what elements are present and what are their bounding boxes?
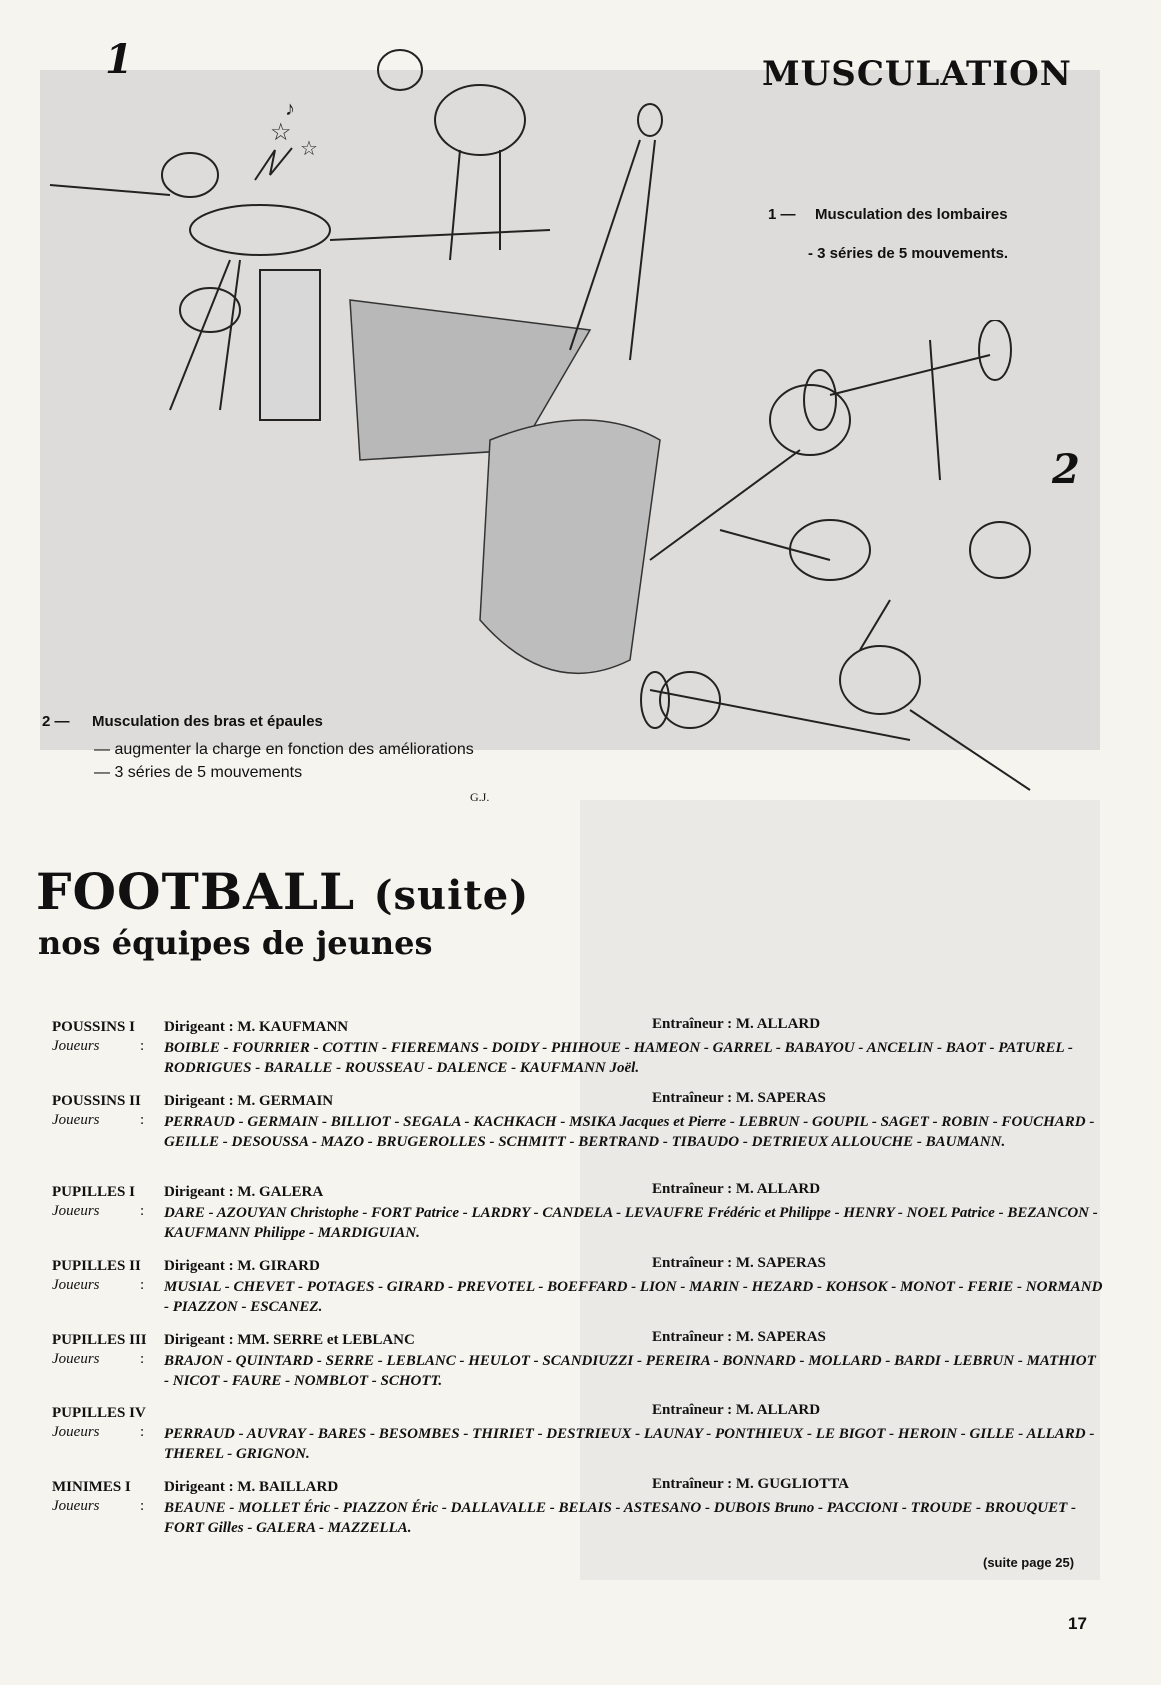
team-block [52,1476,1102,1539]
team-coach: Entraîneur : M. SAPERAS [652,1090,826,1106]
football-heading [36,862,529,921]
exercise-2-line-1: — augmenter la charge en fonction des améliorations [94,741,474,758]
exercise-2-line-2: — 3 séries de 5 mouvements [94,764,303,781]
signature: G.J. [470,790,490,804]
players-label: Joueurs [52,1203,100,1219]
team-director: Dirigeant : M. GALERA [164,1184,324,1200]
team-coach: Entraîneur : M. GUGLIOTTA [652,1476,849,1492]
exercise-1-detail: - 3 séries de 5 mouvements. [808,245,1009,262]
team-coach: Entraîneur : M. ALLARD [652,1181,821,1197]
players-colon: : [140,1038,145,1054]
team-director: Dirigeant : M. GIRARD [164,1258,320,1274]
players-colon: : [140,1498,145,1514]
players-label: Joueurs [52,1112,100,1128]
team-players: BOIBLE - FOURRIER - COTTIN - FIEREMANS - DOIDY - PHIHOUE - HAMEON - GARREL - BABAYOU - ANCELIN - BAOT - PATUREL - RODRIGUES - BARALLE - ROUSSEAU - DALENCE - KAUFMANN Joël. [164,1040,1073,1076]
team-players: BEAUNE - MOLLET Éric - PIAZZON Éric - DALLAVALLE - BELAIS - ASTESANO - DUBOIS Bruno - PACCIONI - TROUDE - BROUQUET - FORT Gilles - GALERA - MAZZELLA. [164,1500,1077,1536]
team-players: PERRAUD - GERMAIN - BILLIOT - SEGALA - KACHKACH - MSIKA Jacques et Pierre - LEBRUN - GOUPIL - SAGET - ROBIN - FOUCHARD - GEILLE - DESOUSSA - MAZO - BRUGEROLLES - SCHMITT - BERTRAND - TIBAUDO - DETRIEUX ALLOUCHE - BAUMANN. [164,1114,1095,1150]
figure-2-number: 2 [1052,446,1080,493]
team-block [52,1016,1102,1079]
figure-2-illustration [470,320,1070,800]
players-label: Joueurs [52,1038,100,1054]
continued-note: (suite page 25) [983,1555,1075,1570]
svg-text:☆: ☆ [300,138,318,160]
team-category: POUSSINS I [52,1019,135,1035]
svg-text:♪: ♪ [285,98,295,120]
team-category: MINIMES I [52,1479,131,1495]
team-coach: Entraîneur : M. ALLARD [652,1402,821,1418]
football-subtitle: nos équipes de jeunes [38,924,433,962]
team-category: PUPILLES III [52,1332,147,1348]
team-coach: Entraîneur : M. SAPERAS [652,1255,826,1271]
players-colon: : [140,1277,145,1293]
team-director: Dirigeant : M. BAILLARD [164,1479,339,1495]
team-block [52,1181,1102,1244]
exercise-1-title: Musculation des lombaires [815,206,1008,223]
football-title: FOOTBALL [36,862,356,921]
team-block [52,1255,1103,1318]
exercise-1-number: 1 — [768,206,796,223]
team-players: PERRAUD - AUVRAY - BARES - BESOMBES - THIRIET - DESTRIEUX - LAUNAY - PONTHIEUX - LE BIGOT - HEROIN - GILLE - ALLARD - THEREL - GRIGNON. [164,1426,1095,1462]
players-label: Joueurs [52,1498,100,1514]
exercise-2-number: 2 — [42,713,70,730]
team-players: DARE - AZOUYAN Christophe - FORT Patrice - LARDRY - CANDELA - LEVAUFRE Frédéric et Philippe - HENRY - NOEL Patrice - BEZANCON - KAUFMANN Philippe - MARDIGUIAN. [164,1205,1098,1241]
team-coach: Entraîneur : M. SAPERAS [652,1329,826,1345]
svg-text:☆: ☆ [270,120,292,146]
players-colon: : [140,1112,145,1128]
players-colon: : [140,1424,145,1440]
team-players: BRAJON - QUINTARD - SERRE - LEBLANC - HEULOT - SCANDIUZZI - PEREIRA - BONNARD - MOLLARD - BARDI - LEBRUN - MATHIOT - NICOT - FAURE - NOMBLOT - SCHOTT. [164,1353,1096,1389]
players-label: Joueurs [52,1351,100,1367]
team-block [52,1090,1102,1173]
football-suffix: (suite) [373,872,530,919]
team-category: PUPILLES I [52,1184,135,1200]
team-block [52,1329,1102,1392]
players-label: Joueurs [52,1277,100,1293]
figure-1-number: 1 [105,36,133,83]
team-director: Dirigeant : MM. SERRE et LEBLANC [164,1332,415,1348]
page-number: 17 [1068,1614,1087,1633]
page-title-musculation: MUSCULATION [762,54,1072,94]
team-category: PUPILLES II [52,1258,141,1274]
team-block [52,1402,1102,1465]
players-label: Joueurs [52,1424,100,1440]
team-coach: Entraîneur : M. ALLARD [652,1016,821,1032]
team-category: PUPILLES IV [52,1405,146,1421]
team-director: Dirigeant : M. GERMAIN [164,1093,334,1109]
team-director: Dirigeant : M. KAUFMANN [164,1019,349,1035]
team-category: POUSSINS II [52,1093,141,1109]
team-players: MUSIAL - CHEVET - POTAGES - GIRARD - PREVOTEL - BOEFFARD - LION - MARIN - HEZARD - KOHSOK - MONOT - FERIE - NORMAND - PIAZZON - ESCANEZ. [164,1279,1103,1315]
players-colon: : [140,1203,145,1219]
exercise-2-title: Musculation des bras et épaules [92,713,323,730]
players-colon: : [140,1351,145,1367]
